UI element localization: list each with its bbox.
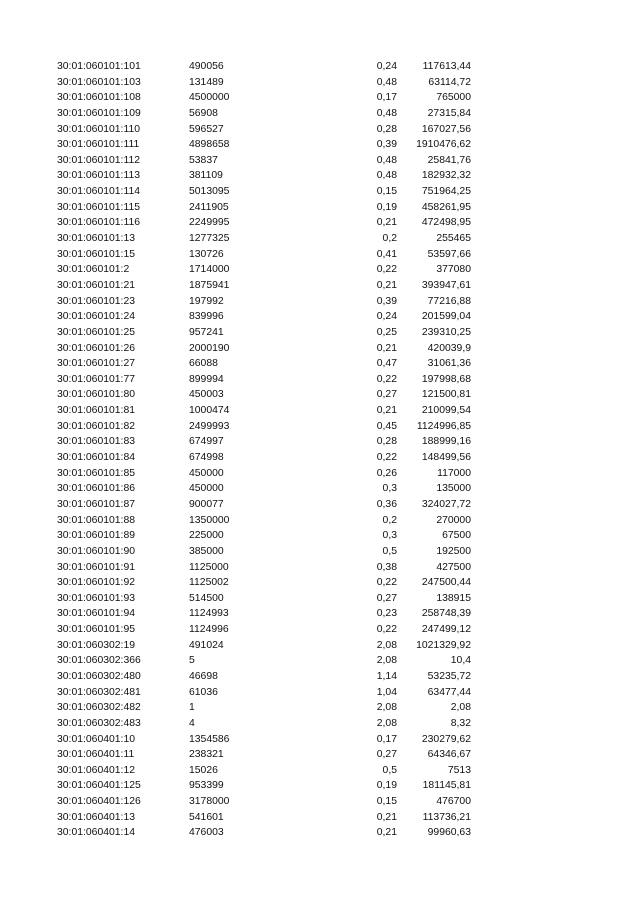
value-cell: 4500000 [189,92,230,104]
amount-cell: 138915 [436,592,471,604]
rate-cell: 0,19 [376,780,397,792]
value-cell: 1125002 [189,577,229,589]
rate-cell: 0,45 [376,420,397,432]
value-cell: 476003 [189,827,224,839]
rate-cell: 0,17 [376,92,397,104]
cadastral-number-cell: 30:01:060101:86 [57,483,136,495]
amount-cell: 765000 [436,92,471,104]
rate-cell: 1,14 [376,670,397,682]
amount-cell: 258748,39 [421,608,471,620]
rate-cell: 0,21 [376,405,397,417]
value-cell: 957241 [189,326,224,338]
rate-cell: 0,24 [376,61,397,72]
value-cell: 450000 [189,467,224,479]
rate-cell: 1,04 [376,686,397,698]
rate-cell: 0,48 [376,76,397,88]
cadastral-number-cell: 30:01:060101:2 [57,264,130,276]
table-row [0,810,640,826]
amount-cell: 476700 [436,796,471,808]
value-cell: 53837 [189,154,218,166]
rate-cell: 0,15 [376,796,397,808]
value-cell: 514500 [189,592,224,604]
table-row [0,513,640,529]
value-cell: 674997 [189,436,224,448]
value-cell: 4 [189,717,195,729]
value-cell: 899994 [189,373,224,385]
rate-cell: 0,22 [376,577,397,589]
cadastral-number-cell: 30:01:060101:85 [57,467,136,479]
cadastral-number-cell: 30:01:060101:25 [57,326,136,338]
cadastral-number-cell: 30:01:060401:11 [57,749,135,761]
amount-cell: 188999,16 [421,436,471,448]
table-row [0,450,640,466]
cadastral-number-cell: 30:01:060302:480 [57,670,141,682]
amount-cell: 77216,88 [427,295,471,307]
amount-cell: 135000 [436,483,471,495]
cadastral-number-cell: 30:01:060401:13 [57,811,136,823]
amount-cell: 255465 [436,233,471,245]
value-cell: 5 [189,655,195,667]
table-row [0,278,640,294]
rate-cell: 0,3 [382,483,397,495]
rate-cell: 0,39 [376,139,397,151]
rate-cell: 0,39 [376,295,397,307]
value-cell: 61036 [189,686,218,698]
amount-cell: 1910476,62 [416,139,471,151]
cadastral-number-cell: 30:01:060101:80 [57,389,136,401]
rate-cell: 0,27 [376,389,397,401]
amount-cell: 270000 [436,514,471,526]
amount-cell: 247500,44 [421,577,471,589]
amount-cell: 181145,81 [422,780,471,792]
cadastral-number-cell: 30:01:060101:83 [57,436,136,448]
value-cell: 15026 [189,764,218,776]
amount-cell: 67500 [442,530,471,542]
amount-cell: 8,32 [450,717,471,729]
cadastral-number-cell: 30:01:060101:89 [57,530,136,542]
cadastral-number-cell: 30:01:060101:21 [57,279,136,291]
amount-cell: 197998,68 [421,373,471,385]
rate-cell: 0,48 [376,107,397,119]
amount-cell: 64346,67 [427,749,471,761]
table-row [0,638,640,654]
cadastral-number-cell: 30:01:060302:482 [57,702,141,714]
rate-cell: 0,38 [376,561,397,573]
value-cell: 46698 [189,670,218,682]
cadastral-number-cell: 30:01:060101:101 [57,61,141,72]
table-row [0,685,640,701]
table-row [0,90,640,106]
cadastral-number-cell: 30:01:060101:113 [57,170,141,182]
rate-cell: 0,2 [382,514,397,526]
table-row [0,497,640,513]
amount-cell: 121500,81 [421,389,471,401]
amount-cell: 53597,66 [427,248,471,260]
amount-cell: 751964,25 [421,186,471,198]
cadastral-number-cell: 30:01:060101:81 [57,405,136,417]
table-row [0,700,640,716]
value-cell: 3178000 [189,796,230,808]
cadastral-number-cell: 30:01:060101:112 [57,154,141,166]
value-cell: 225000 [189,530,224,542]
rate-cell: 0,5 [382,764,397,776]
cadastral-number-cell: 30:01:060101:84 [57,452,136,464]
value-cell: 238321 [189,749,224,761]
cadastral-number-cell: 30:01:060101:77 [57,373,136,385]
amount-cell: 247499,12 [421,624,471,636]
cadastral-number-cell: 30:01:060101:24 [57,311,136,323]
rate-cell: 2,08 [376,639,397,651]
rate-cell: 0,21 [376,811,397,823]
table-row [0,153,640,169]
amount-cell: 377080 [436,264,471,276]
value-cell: 1 [189,702,195,714]
cadastral-number-cell: 30:01:060302:19 [57,639,136,651]
rate-cell: 0,22 [376,452,397,464]
cadastral-number-cell: 30:01:060101:94 [57,608,136,620]
cadastral-number-cell: 30:01:060101:91 [57,561,136,573]
amount-cell: 27315,84 [427,107,471,119]
amount-cell: 31061,36 [427,358,471,370]
amount-cell: 1021329,92 [416,639,471,651]
rate-cell: 0,2 [382,233,397,245]
value-cell: 2000190 [189,342,230,354]
rate-cell: 0,5 [382,545,397,557]
data-table [0,59,640,841]
cadastral-number-cell: 30:01:060401:14 [57,827,136,839]
rate-cell: 0,22 [376,373,397,385]
amount-cell: 472498,95 [421,217,471,229]
amount-cell: 458261,95 [421,201,471,213]
cadastral-number-cell: 30:01:060101:110 [57,123,141,135]
value-cell: 197992 [189,295,224,307]
rate-cell: 2,08 [376,702,397,714]
rate-cell: 0,22 [376,624,397,636]
table-row [0,325,640,341]
table-row [0,732,640,748]
rate-cell: 0,47 [376,358,397,370]
amount-cell: 230279,62 [421,733,471,745]
table-row [0,591,640,607]
value-cell: 674998 [189,452,224,464]
cadastral-number-cell: 30:01:060101:90 [57,545,136,557]
cadastral-number-cell: 30:01:060101:93 [57,592,136,604]
rate-cell: 0,41 [376,248,397,260]
value-cell: 541601 [189,811,224,823]
rate-cell: 0,28 [376,436,397,448]
amount-cell: 10,4 [450,655,471,667]
table-row [0,184,640,200]
amount-cell: 117000 [437,467,471,479]
rate-cell: 0,48 [376,154,397,166]
amount-cell: 420039,9 [427,342,471,354]
value-cell: 900077 [189,498,224,510]
cadastral-number-cell: 30:01:060101:26 [57,342,136,354]
table-row [0,341,640,357]
amount-cell: 53235,72 [427,670,471,682]
value-cell: 1124996 [189,624,229,636]
table-row [0,372,640,388]
cadastral-number-cell: 30:01:060101:15 [57,248,136,260]
table-row [0,825,640,841]
table-row [0,247,640,263]
table-row [0,763,640,779]
table-row [0,560,640,576]
table-row [0,262,640,278]
value-cell: 4898658 [189,139,230,151]
rate-cell: 0,48 [376,170,397,182]
cadastral-number-cell: 30:01:060401:126 [57,796,141,808]
value-cell: 1875941 [189,279,230,291]
amount-cell: 99960,63 [427,827,471,839]
rate-cell: 0,22 [376,264,397,276]
amount-cell: 7513 [447,764,471,776]
amount-cell: 192500 [436,545,471,557]
value-cell: 2411905 [189,201,229,213]
cadastral-number-cell: 30:01:060101:82 [57,420,136,432]
cadastral-number-cell: 30:01:060302:483 [57,717,141,729]
rate-cell: 0,17 [376,733,397,745]
table-row [0,466,640,482]
value-cell: 66088 [189,358,218,370]
table-row [0,481,640,497]
amount-cell: 25841,76 [427,154,471,166]
value-cell: 1277325 [189,233,230,245]
rate-cell: 2,08 [376,655,397,667]
amount-cell: 239310,25 [421,326,471,338]
table-row [0,653,640,669]
rate-cell: 0,24 [376,311,397,323]
value-cell: 385000 [189,545,224,557]
rate-cell: 0,3 [382,530,397,542]
cadastral-number-cell: 30:01:060101:95 [57,624,136,636]
value-cell: 1124993 [189,608,229,620]
table-row [0,309,640,325]
amount-cell: 427500 [436,561,471,573]
rate-cell: 0,26 [376,467,397,479]
value-cell: 56908 [189,107,218,119]
cadastral-number-cell: 30:01:060101:111 [57,139,140,151]
amount-cell: 210099,54 [421,405,471,417]
value-cell: 5013095 [189,186,230,198]
amount-cell: 167027,56 [421,123,471,135]
cadastral-number-cell: 30:01:060101:115 [57,201,141,213]
rate-cell: 0,21 [376,342,397,354]
table-row [0,231,640,247]
value-cell: 450000 [189,483,224,495]
cadastral-number-cell: 30:01:060101:92 [57,577,136,589]
rate-cell: 0,21 [376,217,397,229]
rate-cell: 0,15 [376,186,397,198]
value-cell: 1354586 [189,733,230,745]
table-row [0,215,640,231]
rate-cell: 0,21 [376,279,397,291]
value-cell: 490056 [189,61,224,72]
cadastral-number-cell: 30:01:060101:116 [57,217,141,229]
cadastral-number-cell: 30:01:060302:366 [57,655,141,667]
table-row [0,387,640,403]
cadastral-number-cell: 30:01:060101:103 [57,76,141,88]
table-row [0,622,640,638]
value-cell: 450003 [189,389,224,401]
value-cell: 2499993 [189,420,230,432]
value-cell: 130726 [189,248,224,260]
table-row [0,75,640,91]
amount-cell: 63477,44 [427,686,471,698]
amount-cell: 148499,56 [421,452,471,464]
rate-cell: 0,23 [376,608,397,620]
value-cell: 1714000 [189,264,230,276]
value-cell: 839996 [189,311,224,323]
table-row [0,137,640,153]
rate-cell: 0,28 [376,123,397,135]
value-cell: 1350000 [189,514,230,526]
cadastral-number-cell: 30:01:060101:88 [57,514,136,526]
amount-cell: 117613,44 [422,61,471,72]
cadastral-number-cell: 30:01:060101:109 [57,107,141,119]
table-row [0,59,640,75]
cadastral-number-cell: 30:01:060101:87 [57,498,136,510]
amount-cell: 2,08 [450,702,471,714]
table-row [0,403,640,419]
rate-cell: 0,19 [376,201,397,213]
cadastral-number-cell: 30:01:060401:125 [57,780,141,792]
table-row [0,106,640,122]
table-row [0,528,640,544]
value-cell: 381109 [189,170,223,182]
value-cell: 1125000 [189,561,229,573]
cadastral-number-cell: 30:01:060101:108 [57,92,141,104]
cadastral-number-cell: 30:01:060101:114 [57,186,141,198]
table-row [0,575,640,591]
value-cell: 1000474 [189,405,230,417]
value-cell: 491024 [189,639,224,651]
cadastral-number-cell: 30:01:060101:13 [57,233,136,245]
table-row [0,716,640,732]
amount-cell: 63114,72 [428,76,471,88]
amount-cell: 324027,72 [421,498,471,510]
table-row [0,794,640,810]
rate-cell: 0,27 [376,592,397,604]
table-row [0,419,640,435]
table-row [0,356,640,372]
rate-cell: 0,27 [376,749,397,761]
table-row [0,747,640,763]
value-cell: 596527 [189,123,224,135]
rate-cell: 0,25 [376,326,397,338]
table-row [0,200,640,216]
cadastral-number-cell: 30:01:060401:10 [57,733,136,745]
value-cell: 953399 [189,780,224,792]
rate-cell: 0,36 [376,498,397,510]
value-cell: 131489 [189,76,224,88]
table-row [0,606,640,622]
amount-cell: 113736,21 [422,811,471,823]
amount-cell: 182932,32 [421,170,471,182]
table-row [0,778,640,794]
amount-cell: 393947,61 [421,279,471,291]
cadastral-number-cell: 30:01:060302:481 [57,686,141,698]
amount-cell: 1124996,85 [416,420,471,432]
table-row [0,544,640,560]
cadastral-number-cell: 30:01:060101:27 [57,358,136,370]
table-row [0,434,640,450]
amount-cell: 201599,04 [421,311,471,323]
rate-cell: 2,08 [376,717,397,729]
cadastral-number-cell: 30:01:060101:23 [57,295,136,307]
cadastral-number-cell: 30:01:060401:12 [57,764,136,776]
table-row [0,669,640,685]
table-row [0,168,640,184]
rate-cell: 0,21 [376,827,397,839]
table-row [0,122,640,138]
value-cell: 2249995 [189,217,230,229]
table-row [0,294,640,310]
